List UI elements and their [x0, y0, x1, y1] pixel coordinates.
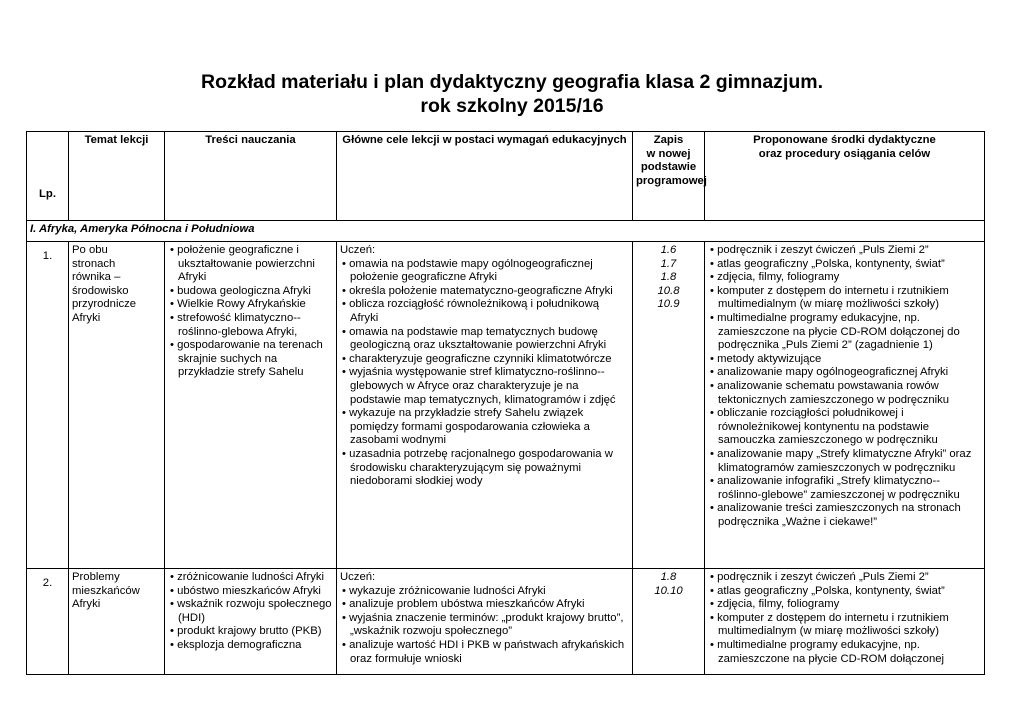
list-item: • analizowanie treści zamieszczonych na stronach podręcznika „Ważne i ciekawe!” — [708, 502, 981, 529]
list-item: • podręcznik i zeszyt ćwiczeń „Puls Ziemi 2” — [708, 571, 981, 585]
list-item: • ubóstwo mieszkańców Afryki — [168, 585, 333, 599]
zapis-code: 10.9 — [657, 298, 680, 311]
section-name: Afryka, Ameryka Północna i Południowa — [39, 223, 255, 235]
header-tresci: Treści nauczania — [165, 132, 337, 221]
row-temat — [69, 242, 165, 569]
list-item: • zdjęcia, filmy, foliogramy — [708, 598, 981, 612]
list-item: • położenie geograficzne i ukształtowanie powierzchni Afryki — [168, 244, 333, 285]
list-item: • Wielkie Rowy Afrykańskie — [168, 298, 333, 312]
row-tresci — [165, 242, 337, 569]
table-row — [27, 242, 985, 569]
zapis-code: 1.8 — [660, 571, 677, 583]
row-zapis — [633, 242, 705, 569]
list-item: • wyjaśnia znaczenie terminów: „produkt krajowy brutto”, „wskaźnik rozwoju społecznego” — [340, 612, 629, 639]
list-item: • eksplozja demograficzna — [168, 639, 333, 653]
list-item: • wykazuje zróżnicowanie ludności Afryki — [340, 585, 629, 599]
temat-line: stronach — [72, 257, 116, 270]
list-item: • analizowanie schematu powstawania rowów tektonicznych zamieszczonego w podręczniku — [708, 380, 981, 407]
list-item: • charakteryzuje geograficzne czynniki klimatotwórcze — [340, 353, 629, 367]
zapis-code: 10.8 — [657, 284, 680, 297]
page-title-line-2: rok szkolny 2015/16 — [420, 95, 604, 117]
temat-line: Problemy — [72, 571, 120, 583]
list-item: • wskaźnik rozwoju społecznego (HDI) — [168, 598, 333, 625]
row-tresci — [165, 569, 337, 675]
header-zapis-line: podstawie — [640, 161, 697, 174]
row-lp: 2. — [27, 569, 69, 675]
list-item: • obliczanie rozciągłości południkowej i równoleżnikowej kontynentu na podstawie samouczka zamieszczonego w podręczniku — [708, 407, 981, 448]
cele-intro: Uczeń: — [340, 244, 376, 256]
section-row — [27, 221, 985, 242]
list-item: • multimedialne programy edukacyjne, np. zamieszczone na płycie CD-ROM dołączonej do podręcznika „Puls Ziemi 2” (zagadnienie 1) — [708, 312, 981, 353]
header-srodki-line: oraz procedury osiągania celów — [758, 147, 931, 160]
page-title-line-1: Rozkład materiału i plan dydaktyczny geografia klasa 2 gimnazjum. — [200, 71, 824, 93]
header-cele: Główne cele lekcji w postaci wymagań edukacyjnych — [337, 132, 633, 221]
row-srodki — [705, 569, 985, 675]
header-zapis-line: w nowej — [646, 147, 691, 160]
list-item: • uzasadnia potrzebę racjonalnego gospodarowania w środowisku charakteryzującym się poważnymi niedoborami słodkiej wody — [340, 448, 629, 489]
row-srodki — [705, 242, 985, 569]
section-number: I. — [30, 223, 37, 235]
list-item: • wyjaśnia występowanie stref klimatyczno-roślinno--glebowych w Afryce oraz charakteryzuje je na podstawie map tematycznych, klimatogramów i zdjęć — [340, 366, 629, 407]
header-zapis-line: programowej — [636, 174, 707, 187]
list-item: • metody aktywizujące — [708, 353, 981, 367]
list-item: • atlas geograficzny „Polska, kontynenty, świat” — [708, 258, 981, 272]
list-item: • produkt krajowy brutto (PKB) — [168, 625, 333, 639]
list-item: • budowa geologiczna Afryki — [168, 285, 333, 299]
row-temat — [69, 569, 165, 675]
list-item: • analizowanie mapy ogólnogeograficznej Afryki — [708, 366, 981, 380]
list-item: • komputer z dostępem do internetu i rzutnikiem multimedialnym (w miarę możliwości szkoły) — [708, 285, 981, 312]
header-srodki — [705, 132, 985, 221]
header-row — [27, 132, 985, 221]
list-item: • strefowość klimatyczno--roślinno-glebowa Afryki, — [168, 312, 333, 339]
header-lp: Lp. — [27, 132, 69, 221]
table-row — [27, 569, 985, 675]
list-item: • podręcznik i zeszyt ćwiczeń „Puls Ziemi 2” — [708, 244, 981, 258]
zapis-code: 1.7 — [660, 257, 677, 270]
zapis-code: 1.6 — [660, 244, 677, 256]
temat-line: środowisko — [72, 284, 129, 297]
list-item: • komputer z dostępem do internetu i rzutnikiem multimedialnym (w miarę możliwości szkoły) — [708, 612, 981, 639]
list-item: • zdjęcia, filmy, foliogramy — [708, 271, 981, 285]
list-item: • omawia na podstawie map tematycznych budowę geologiczną oraz ukształtowanie powierzchni Afryki — [340, 326, 629, 353]
temat-line: Afryki — [72, 598, 101, 611]
list-item: • analizowanie infografiki „Strefy klimatyczno--roślinno-glebowe” zamieszczonej w podręczniku — [708, 475, 981, 502]
row-cele — [337, 569, 633, 675]
list-item: • analizuje wartość HDI i PKB w państwach afrykańskich oraz formułuje wnioski — [340, 639, 629, 666]
temat-line: równika – — [72, 271, 121, 284]
temat-line: Po obu — [72, 244, 108, 256]
list-item: • omawia na podstawie mapy ogólnogeograficznej położenie geograficzne Afryki — [340, 258, 629, 285]
section-title — [27, 221, 985, 242]
temat-line: przyrodnicze — [72, 298, 137, 311]
header-srodki-line: Proponowane środki dydaktyczne — [753, 134, 936, 146]
row-zapis — [633, 569, 705, 675]
zapis-code: 1.8 — [660, 271, 677, 284]
list-item: • zróżnicowanie ludności Afryki — [168, 571, 333, 585]
list-item: • wykazuje na przykładzie strefy Sahelu związek pomiędzy formami gospodarowania człowieka a zasobami wodnymi — [340, 407, 629, 448]
list-item: • multimedialne programy edukacyjne, np. zamieszczone na płycie CD-ROM dołączonej — [708, 639, 981, 666]
cele-intro: Uczeń: — [340, 571, 376, 583]
row-cele — [337, 242, 633, 569]
list-item: • atlas geograficzny „Polska, kontynenty, świat” — [708, 585, 981, 599]
temat-line: mieszkańców — [72, 584, 140, 597]
list-item: • określa położenie matematyczno-geograficzne Afryki — [340, 285, 629, 299]
list-item: • gospodarowanie na terenach skrajnie suchych na przykładzie strefy Sahelu — [168, 339, 333, 380]
zapis-code: 10.10 — [654, 584, 683, 597]
header-zapis-line: Zapis — [653, 134, 684, 146]
header-temat: Temat lekcji — [69, 132, 165, 221]
plan-table — [26, 131, 985, 675]
list-item: • analizowanie mapy „Strefy klimatyczne Afryki” oraz klimatogramów zamieszczonych w podręczniku — [708, 448, 981, 475]
list-item: • oblicza rozciągłość równoleżnikową i południkową Afryki — [340, 298, 629, 325]
header-zapis — [633, 132, 705, 221]
row-lp: 1. — [27, 242, 69, 569]
list-item: • analizuje problem ubóstwa mieszkańców Afryki — [340, 598, 629, 612]
temat-line: Afryki — [72, 311, 101, 324]
